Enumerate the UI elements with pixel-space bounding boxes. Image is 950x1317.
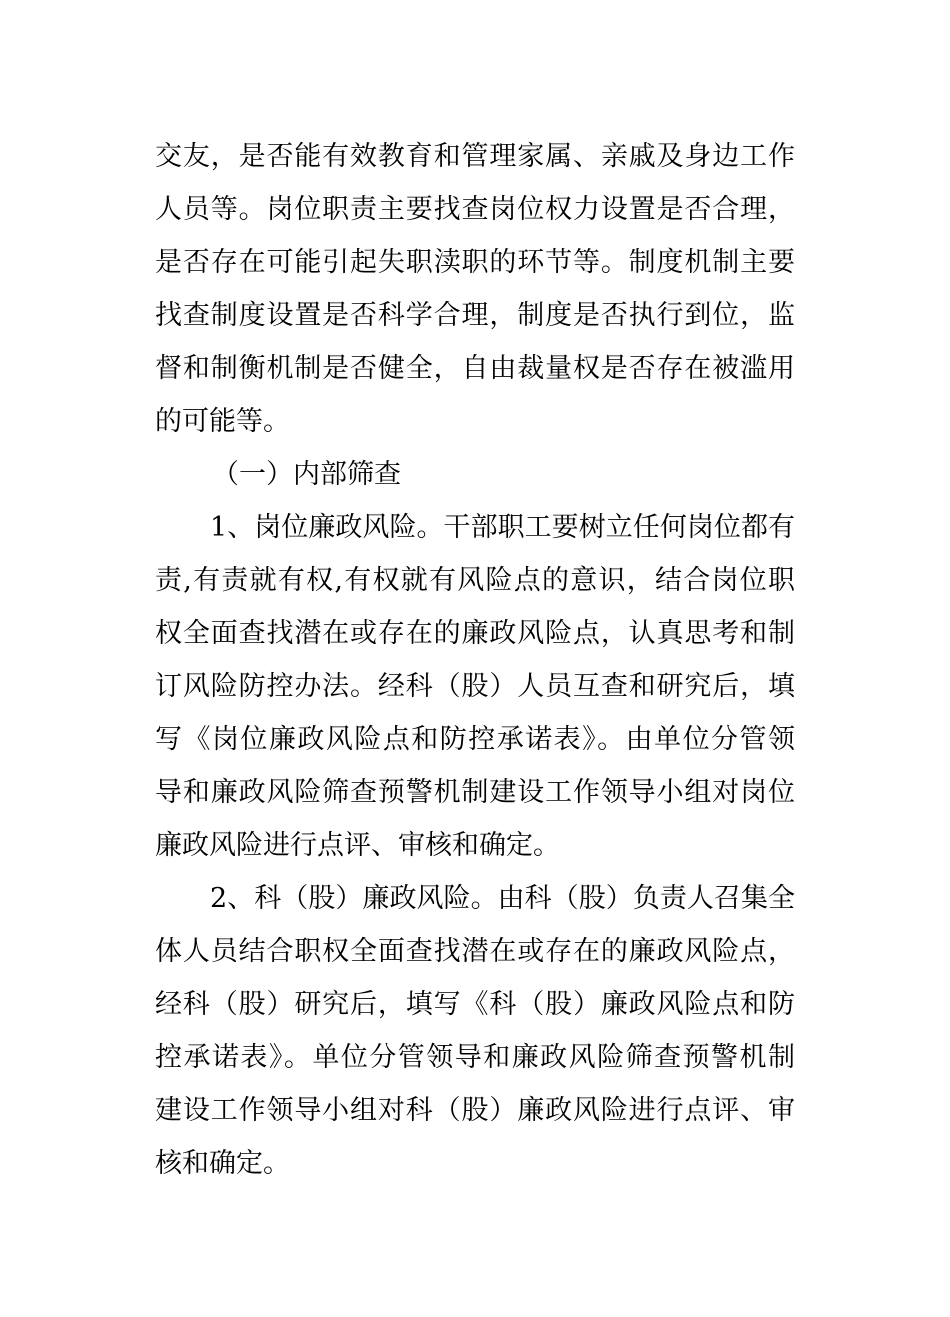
item2-line-1: 2、科（股）廉政风险。由科（股）负责人召集全	[210, 883, 795, 914]
item1-line-2: 责,有责就有权,有权就有风险点的意识，结合岗位职	[155, 565, 795, 596]
item1-line-5: 写《岗位廉政风险点和防控承诺表》。由单位分管领	[155, 724, 795, 755]
intro-line-6: 的可能等。	[155, 406, 290, 437]
item2-line-2: 体人员结合职权全面查找潜在或存在的廉政风险点，	[155, 936, 795, 967]
item1-line-6: 导和廉政风险筛查预警机制建设工作领导小组对岗位	[155, 777, 795, 808]
section-heading: （一）内部筛查	[212, 459, 401, 490]
item2-line-6: 核和确定。	[155, 1148, 290, 1179]
intro-line-3: 是否存在可能引起失职渎职的环节等。制度机制主要	[155, 247, 795, 278]
item2-line-3: 经科（股）研究后，填写《科（股）廉政风险点和防	[155, 989, 795, 1020]
intro-line-2: 人员等。岗位职责主要找查岗位权力设置是否合理，	[155, 194, 795, 225]
item1-line-1: 1、岗位廉政风险。干部职工要树立任何岗位都有	[210, 512, 795, 543]
intro-line-4: 找查制度设置是否科学合理，制度是否执行到位，监	[155, 300, 795, 331]
item2-line-4: 控承诺表》。单位分管领导和廉政风险筛查预警机制	[155, 1042, 795, 1073]
item1-line-4: 订风险防控办法。经科（股）人员互查和研究后，填	[155, 671, 795, 702]
item1-line-3: 权全面查找潜在或存在的廉政风险点，认真思考和制	[155, 618, 795, 649]
intro-line-1: 交友，是否能有效教育和管理家属、亲戚及身边工作	[155, 141, 795, 172]
item1-line-7: 廉政风险进行点评、审核和确定。	[155, 830, 560, 861]
intro-line-5: 督和制衡机制是否健全，自由裁量权是否存在被滥用	[155, 353, 795, 384]
item2-line-5: 建设工作领导小组对科（股）廉政风险进行点评、审	[155, 1095, 795, 1126]
